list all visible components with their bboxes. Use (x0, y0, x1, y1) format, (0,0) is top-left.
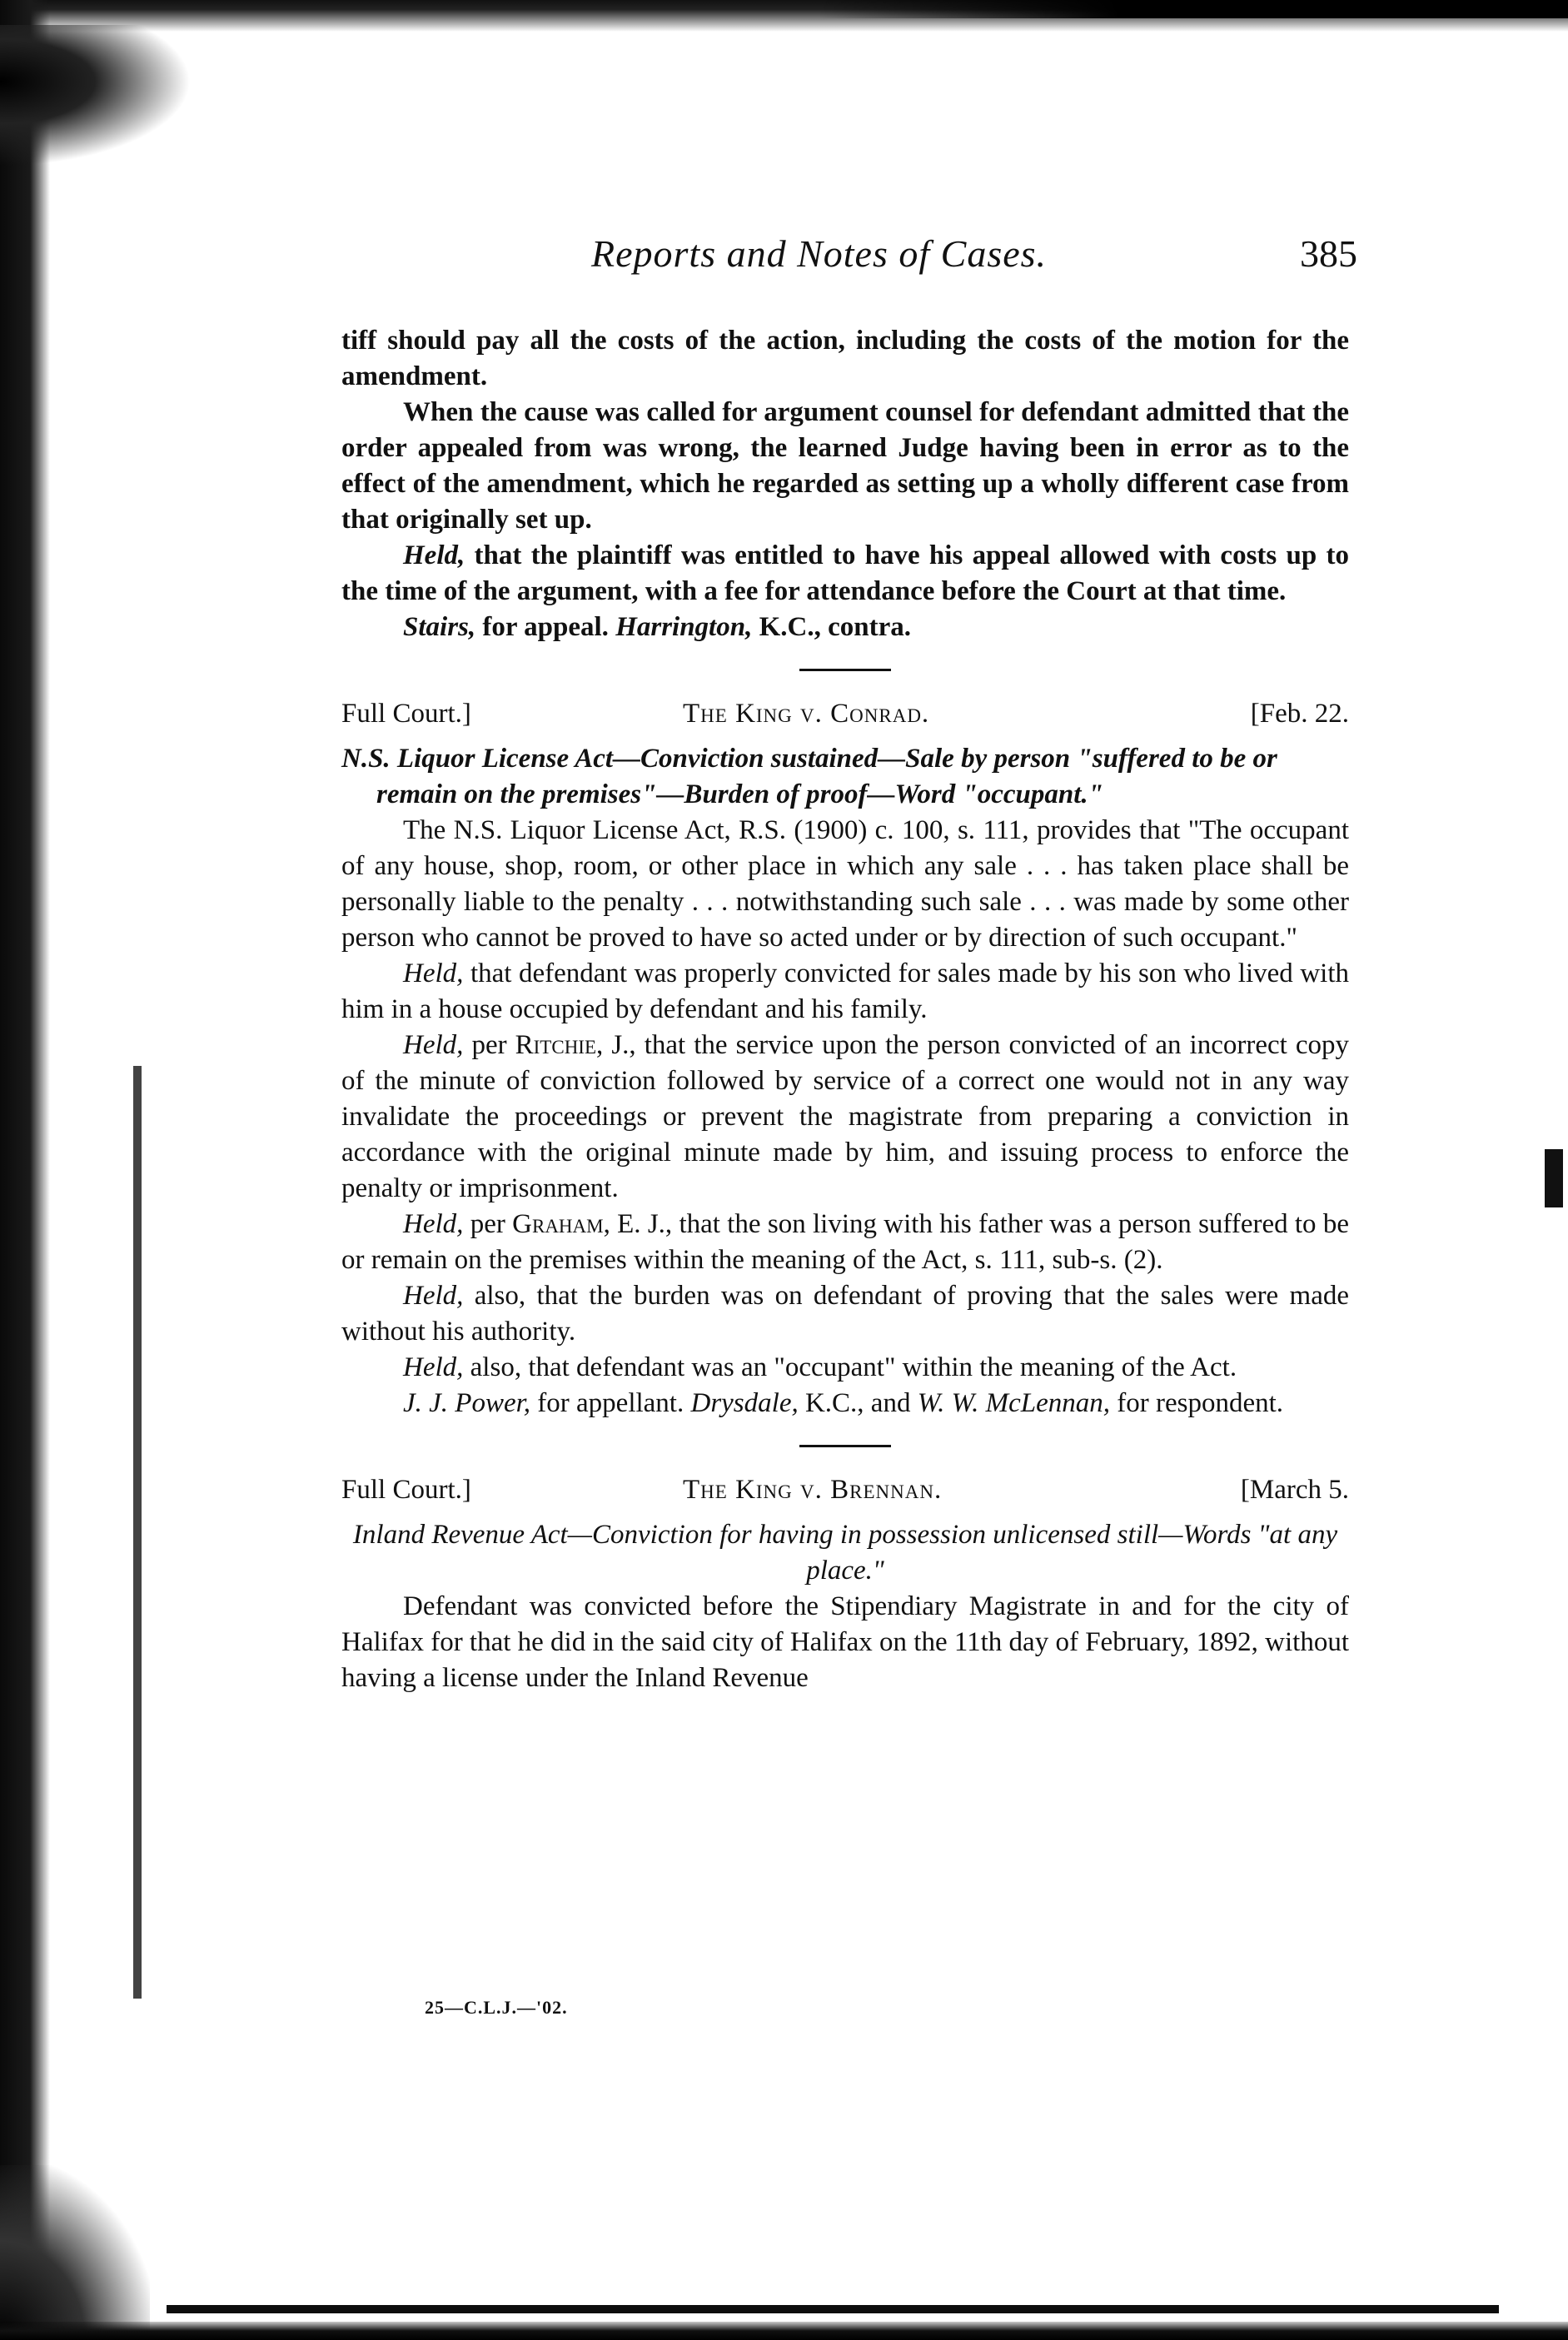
counsel-name: Stairs, (403, 612, 476, 642)
case1-counsel (341, 610, 1349, 645)
held-label: Held, (403, 540, 465, 570)
signature-mark: 25—C.L.J.—'02. (425, 1997, 568, 2018)
page-body (341, 323, 1349, 1696)
case2-holding-4 (341, 1278, 1349, 1350)
per-text: per (463, 1209, 513, 1239)
case2-holding-3 (341, 1207, 1349, 1278)
case2-holding-2 (341, 1028, 1349, 1207)
case-date: [Feb. 22. (1250, 699, 1349, 729)
holding-text: also, that the burden was on defendant of proving that the sales were made without his authority. (341, 1281, 1349, 1347)
case2-headnote: N.S. Liquor License Act—Conviction sustained—Sale by person "suffered to be or remain on the premises"—Burden of proof—Word "occupant." (341, 744, 1277, 809)
counsel-name: Drysdale, (690, 1388, 799, 1418)
counsel-role: K.C., and (798, 1388, 918, 1418)
held-label: Held, (403, 1281, 464, 1311)
case3-paragraph: Defendant was convicted before the Stipendiary Magistrate in and for the city of Halifax for that he did in the said city of Halifax on the 11th day of February, 1892, without having a license under the Inland Revenue (341, 1591, 1350, 1693)
judge-name: Ritchie (515, 1030, 597, 1060)
scan-border-left (0, 0, 50, 2340)
case3-headnote: Inland Revenue Act—Conviction for having in possession unlicensed still—Words "at any place." (352, 1520, 1338, 1586)
scan-shadow-left-bar (133, 1066, 142, 1999)
case-date: [March 5. (1240, 1475, 1349, 1505)
case-title: The King v. Conrad. (683, 699, 930, 729)
case2-caption (341, 696, 1349, 734)
per-text: per (463, 1030, 515, 1060)
case3-caption (341, 1472, 1349, 1511)
counsel-name: J. J. Power, (403, 1388, 531, 1418)
page-header (341, 232, 1357, 281)
case2-holding-1 (341, 956, 1349, 1028)
held-label: Held, (403, 1209, 464, 1239)
held-label: Held, (403, 1352, 464, 1382)
scan-border-bottom-line (167, 2305, 1499, 2313)
case-title: The King v. Brennan. (683, 1475, 943, 1505)
court-name: Full Court.] (341, 699, 471, 729)
case1-holding (341, 538, 1349, 610)
section-divider (799, 1445, 891, 1447)
case1-paragraph-argument: When the cause was called for argument counsel for defendant admitted that the order appealed from was wrong, the learned Judge having been in error as to the effect of the amendment, which he regarded as setting up a wholly different case from that originally set up. (341, 397, 1349, 535)
holding-text: , E. J., that the son living with his father was a person suffered to be or remain on the premises within the meaning of the Act, s. 111, sub-s. (2). (341, 1209, 1350, 1275)
counsel-name: W. W. McLennan, (917, 1388, 1111, 1418)
holding-text: , J., that the service upon the person convicted of an incorrect copy of the minute of conviction followed by service of a correct one would not in any way invalidate the proceedings or prevent the magistrate from preparing a conviction in accordance with the original minute made by him, and issuing process to enforce the penalty or imprisonment. (341, 1030, 1349, 1203)
judge-name: Graham (512, 1209, 604, 1239)
case2-statute-paragraph: The N.S. Liquor License Act, R.S. (1900) c. 100, s. 111, provides that "The occupant of any house, shop, room, or other place in which any sale . . . has taken place shall be personally liable to the penalty . . . notwithstanding such sale . . . was made by some other person who cannot be proved to have so acted under or by direction of such occupant." (341, 815, 1349, 953)
counsel-role: K.C., contra. (752, 612, 911, 642)
running-head: Reports and Notes of Cases. (591, 232, 1048, 275)
held-label: Held, (403, 1030, 464, 1060)
section-divider (799, 669, 891, 671)
scan-shadow-bottom-left (0, 2165, 150, 2340)
counsel-role: for appeal. (475, 612, 616, 642)
holding-text: that defendant was properly convicted for sales made by his son who lived with him in a house occupied by defendant and his family. (341, 958, 1349, 1024)
holding-text: that the plaintiff was entitled to have his appeal allowed with costs up to the time of the argument, with a fee for attendance before the Court at that time. (341, 540, 1349, 606)
case2-holding-5 (341, 1350, 1349, 1386)
counsel-role: for appellant. (530, 1388, 691, 1418)
counsel-role: for respondent. (1110, 1388, 1284, 1418)
case2-counsel (341, 1386, 1349, 1421)
page-number: 385 (1300, 232, 1357, 275)
scan-border-top-right (819, 0, 1568, 18)
holding-text: also, that defendant was an "occupant" within the meaning of the Act. (463, 1352, 1237, 1382)
scan-shadow-top-left (0, 25, 192, 167)
court-name: Full Court.] (341, 1475, 471, 1505)
case1-paragraph-continued: tiff should pay all the costs of the action, including the costs of the motion for the amendment. (341, 326, 1349, 391)
scan-border-bottom (0, 2322, 1568, 2340)
held-label: Held, (403, 958, 464, 988)
scan-mark-right (1545, 1149, 1563, 1207)
counsel-name: Harrington, (615, 612, 753, 642)
